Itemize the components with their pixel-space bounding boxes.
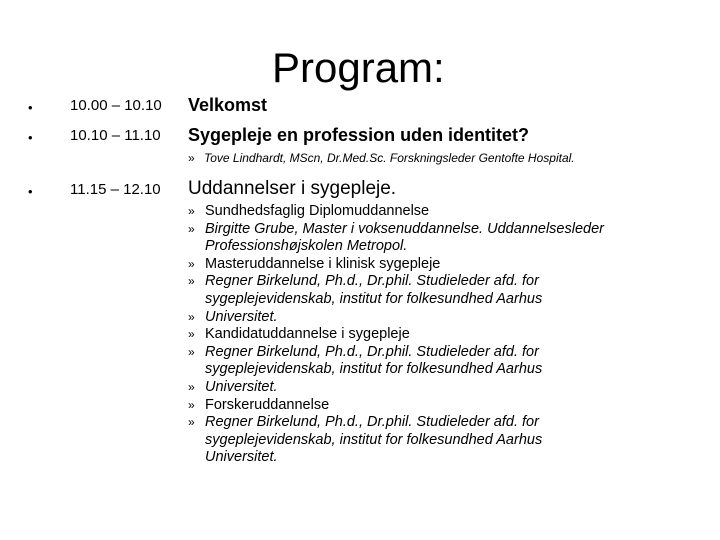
list-item bbox=[188, 221, 608, 256]
item-text: Masteruddannelse i klinisk sygepleje bbox=[205, 255, 441, 272]
item-text: Universitet. bbox=[205, 378, 278, 395]
item-text: Universitet. bbox=[205, 308, 278, 325]
list-item bbox=[188, 256, 608, 274]
item-text: Regner Birkelund, Ph.d., Dr.phil. Studieleder afd. for sygeplejevidenskab, institut for folkesundhed Aarhus Universitet. bbox=[205, 414, 543, 466]
sub-bullet: » bbox=[188, 151, 195, 165]
session-time: 10.10 – 11.10 bbox=[70, 127, 161, 144]
item-text: Regner Birkelund, Ph.d., Dr.phil. Studieleder afd. for sygeplejevidenskab, institut for folkesundhed Aarhus bbox=[205, 273, 543, 307]
item-bullet: » bbox=[188, 327, 195, 342]
session-topic: Sygepleje en profession uden identitet? bbox=[188, 125, 530, 145]
item-bullet: » bbox=[188, 256, 195, 271]
programme-list bbox=[188, 203, 608, 467]
session-topic: Uddannelser i sygepleje. bbox=[188, 178, 397, 199]
session-time: 11.15 – 12.10 bbox=[70, 181, 161, 198]
session-bullet: • bbox=[28, 184, 33, 199]
list-item bbox=[188, 344, 608, 379]
list-item bbox=[188, 397, 608, 415]
item-bullet: » bbox=[188, 344, 195, 359]
item-text: Sundhedsfaglig Diplomuddannelse bbox=[205, 203, 430, 219]
item-text: Forskeruddannelse bbox=[205, 396, 330, 413]
list-item bbox=[188, 273, 608, 308]
item-bullet: » bbox=[188, 415, 195, 430]
item-bullet: » bbox=[188, 309, 195, 324]
item-bullet: » bbox=[188, 397, 195, 412]
item-bullet: » bbox=[188, 379, 195, 394]
speaker-text: Tove Lindhardt, MScn, Dr.Med.Sc. Forskningsleder Gentofte Hospital. bbox=[204, 151, 575, 165]
item-bullet: » bbox=[188, 221, 195, 236]
item-bullet: » bbox=[188, 274, 195, 289]
session-topic: Velkomst bbox=[188, 95, 268, 115]
session-bullet: • bbox=[28, 100, 33, 115]
session-speaker bbox=[188, 151, 575, 165]
item-text: Birgitte Grube, Master i voksenuddannelse. Uddannelsesleder Professionshøjskolen Metropol. bbox=[205, 220, 604, 255]
list-item bbox=[188, 326, 608, 344]
list-item bbox=[188, 414, 608, 467]
session-bullet: • bbox=[28, 130, 33, 145]
list-item bbox=[188, 309, 608, 327]
item-text: Kandidatuddannelse i sygepleje bbox=[205, 326, 410, 343]
session-time: 10.00 – 10.10 bbox=[70, 97, 162, 114]
item-bullet: » bbox=[188, 204, 195, 218]
list-item bbox=[188, 379, 608, 397]
slide-title: Program: bbox=[272, 44, 445, 91]
list-item bbox=[188, 203, 608, 221]
item-text: Regner Birkelund, Ph.d., Dr.phil. Studieleder afd. for sygeplejevidenskab, institut for folkesundhed Aarhus bbox=[205, 343, 543, 378]
